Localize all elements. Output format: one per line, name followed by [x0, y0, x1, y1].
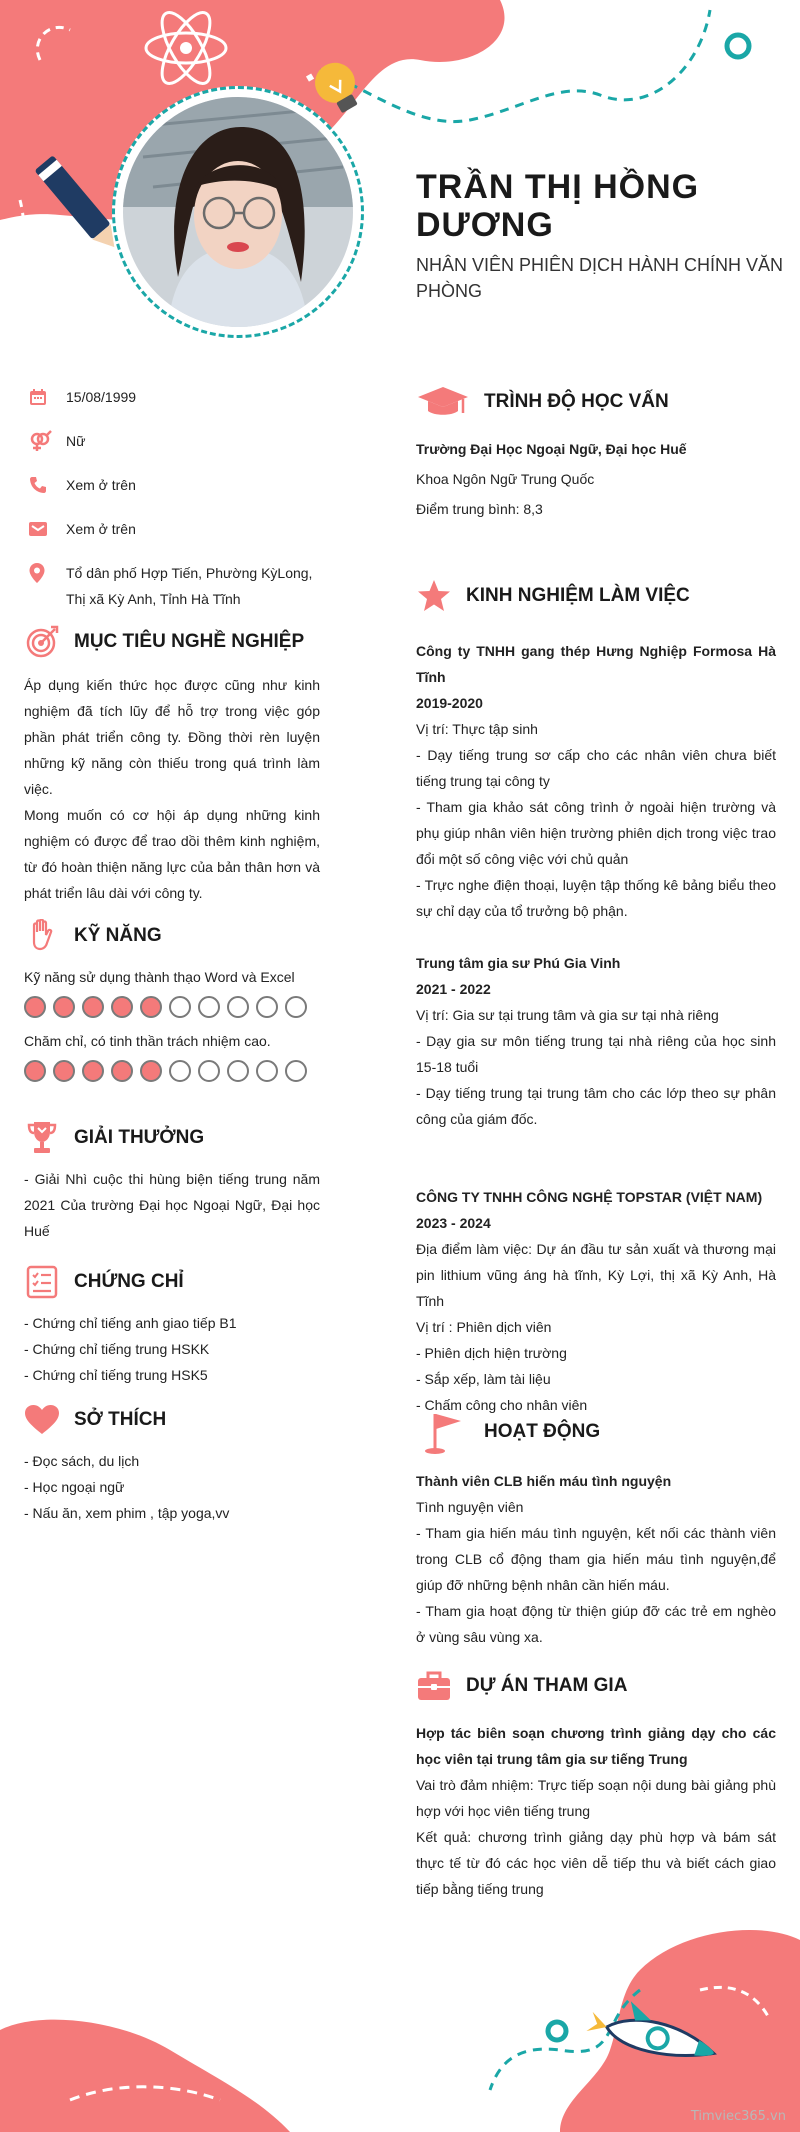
skill-name: Chăm chỉ, có tinh thần trách nhiệm cao.: [24, 1033, 271, 1049]
faculty: Khoa Ngôn Ngữ Trung Quốc: [416, 471, 595, 487]
project-content: [416, 1720, 776, 1902]
job-task: - Dạy gia sư môn tiếng trung tại nhà riêng của học sinh 15-18 tuổi: [416, 1033, 776, 1075]
gender-row: [28, 428, 328, 454]
briefcase-icon: [416, 1668, 452, 1704]
address-line-2: Thị xã Kỳ Anh, Tỉnh Hà Tĩnh: [66, 591, 241, 607]
certificates-section: [24, 1264, 320, 1388]
project-name: Hợp tác biên soạn chương trình giảng dạy cho các học viên tại trung tâm gia sư tiếng Trung: [416, 1725, 776, 1767]
rating-dot-empty: [256, 1060, 278, 1082]
job-company: Công ty TNHH gang thép Hưng Nghiệp Formosa Hà Tĩnh: [416, 643, 776, 685]
graduation-cap-icon: [416, 382, 470, 422]
candidate-name: TRẦN THỊ HỒNG DƯƠNG: [416, 168, 700, 244]
job-period: 2023 - 2024: [416, 1215, 491, 1231]
rating-dot-empty: [169, 1060, 191, 1082]
activity-item: - Tham gia hoạt động từ thiện giúp đỡ các trẻ em nghèo ở vùng sâu vùng xa.: [416, 1603, 776, 1645]
job-company: Trung tâm gia sư Phú Gia Vinh: [416, 955, 621, 971]
school-name: Trường Đại Học Ngoại Ngữ, Đại học Huế: [416, 441, 687, 457]
job-entry: [416, 1184, 776, 1418]
phone-row: [28, 472, 328, 498]
education-title: TRÌNH ĐỘ HỌC VẤN: [484, 391, 669, 412]
job-period: 2019-2020: [416, 695, 483, 711]
job-location: Địa điểm làm việc: Dự án đầu tư sản xuất và thương mại pin lithium vũng áng hà tĩnh, Kỳ Lợi, thị xã Kỳ Anh, Hà Tĩnh: [416, 1241, 776, 1309]
job-period: 2021 - 2022: [416, 981, 491, 997]
education-content: [416, 436, 776, 522]
rating-dot-empty: [285, 1060, 307, 1082]
email-row: [28, 516, 328, 542]
awards-section: [24, 1120, 320, 1244]
rating-dot-filled: [140, 1060, 162, 1082]
objective-title: MỤC TIÊU NGHỀ NGHIỆP: [74, 631, 305, 652]
education-header: [416, 382, 776, 422]
rating-dot-filled: [111, 1060, 133, 1082]
activity-item: - Tham gia hiến máu tình nguyện, kết nối các thành viên trong CLB cổ động tham gia hiến máu tình nguyện,để giúp đỡ những bệnh nhân cần hiến máu.: [416, 1525, 776, 1593]
gender-icon: [28, 428, 52, 454]
job-task: - Phiên dịch hiện trường: [416, 1345, 567, 1361]
job-entry: [416, 950, 776, 1132]
email-value: Xem ở trên: [66, 521, 136, 537]
job-entry: [416, 638, 776, 924]
pencil-icon: [34, 150, 124, 260]
rating-dot-filled: [24, 1060, 46, 1082]
skill-rating: [24, 996, 324, 1018]
job-task: - Sắp xếp, làm tài liệu: [416, 1371, 551, 1387]
job-task: - Dạy tiếng trung sơ cấp cho các nhân viên chưa biết tiếng trung tại công ty: [416, 747, 776, 789]
activity-org: Thành viên CLB hiến máu tình nguyện: [416, 1473, 672, 1489]
gpa: Điểm trung bình: 8,3: [416, 501, 543, 517]
flag-icon: [416, 1410, 470, 1454]
certificates-header: [24, 1264, 320, 1300]
experience-section: [416, 576, 776, 1418]
address-value: [66, 560, 312, 612]
job-company: CÔNG TY TNHH CÔNG NGHỆ TOPSTAR (VIỆT NAM): [416, 1189, 763, 1205]
calendar-icon: [28, 384, 52, 410]
rating-dot-empty: [198, 1060, 220, 1082]
awards-title: GIẢI THƯỞNG: [74, 1127, 205, 1148]
avatar: [123, 97, 353, 327]
rating-dot-empty: [227, 1060, 249, 1082]
hobby-item: - Đọc sách, du lịch: [24, 1453, 140, 1469]
hobby-item: - Nấu ăn, xem phim , tập yoga,vv: [24, 1505, 230, 1521]
project-result: Kết quả: chương trình giảng dạy phù hợp và bám sát thực tế từ đó các học viên dễ tiếp thu và biết cách giao tiếp bằng tiếng trung: [416, 1829, 776, 1897]
hobbies-header: [24, 1402, 320, 1438]
projects-section: [416, 1666, 776, 1902]
watermark: Timviec365.vn: [690, 2109, 786, 2124]
job-task: - Trực nghe điện thoại, luyện tập thống kê bảng biểu theo sự chỉ dạy của tổ trưởng bộ phận.: [416, 877, 776, 919]
location-pin-icon: [28, 560, 52, 586]
atom-icon: [140, 2, 232, 94]
experience-title: KINH NGHIỆM LÀM VIỆC: [466, 585, 690, 606]
skills-header: [24, 918, 324, 954]
job-role: Vị trí: Thực tập sinh: [416, 721, 538, 737]
certificates-title: CHỨNG CHỈ: [74, 1271, 184, 1292]
certificate-item: - Chứng chỉ tiếng trung HSK5: [24, 1367, 208, 1383]
skill-name: Kỹ năng sử dụng thành thạo Word và Excel: [24, 969, 295, 985]
heart-icon: [24, 1402, 60, 1438]
projects-title: DỰ ÁN THAM GIA: [466, 1675, 628, 1696]
rating-dot-empty: [198, 996, 220, 1018]
hobbies-section: [24, 1402, 320, 1526]
objective-paragraph-2: Mong muốn có cơ hội áp dụng những kinh nghiệm có được để trao dồi thêm kinh nghiệm, từ đó hoàn thiện năng lực của bản thân hơn và phát triển lâu dài với công ty.: [24, 807, 320, 901]
hand-icon: [24, 918, 60, 954]
rocket-icon: [584, 1994, 734, 2094]
phone-icon: [28, 472, 52, 498]
certificates-list: [24, 1310, 320, 1388]
birthday-value: 15/08/1999: [66, 389, 137, 405]
objective-paragraph-1: Áp dụng kiến thức học được cũng như kinh nghiệm đã tích lũy để hỗ trợ trong việc góp phần phát triển công ty. Đồng thời rèn luyện những kỹ năng còn thiếu trong quá trình làm việc.: [24, 677, 320, 797]
rating-dot-filled: [53, 996, 75, 1018]
activities-title: HOẠT ĐỘNG: [484, 1421, 601, 1442]
job-task: Vị trí : Phiên dịch viên: [416, 1319, 552, 1335]
rating-dot-filled: [24, 996, 46, 1018]
skills-list: [24, 964, 324, 1082]
hobbies-list: [24, 1448, 320, 1526]
projects-header: [416, 1666, 776, 1706]
rating-dot-filled: [82, 996, 104, 1018]
skills-title: KỸ NĂNG: [74, 925, 162, 946]
hobby-item: - Học ngoại ngữ: [24, 1479, 125, 1495]
hobbies-title: SỞ THÍCH: [74, 1409, 167, 1430]
email-icon: [28, 516, 52, 542]
job-task: - Chấm công cho nhân viên: [416, 1397, 588, 1413]
rating-dot-empty: [169, 996, 191, 1018]
rating-dot-filled: [140, 996, 162, 1018]
activities-content: [416, 1468, 776, 1650]
objective-header: [24, 624, 320, 660]
activities-header: [416, 1410, 776, 1454]
activities-section: [416, 1410, 776, 1650]
activity-role: Tình nguyện viên: [416, 1499, 524, 1515]
job-role: Vị trí: Gia sư tại trung tâm và gia sư tại nhà riêng: [416, 1007, 719, 1023]
address-row: [28, 560, 328, 612]
certificate-item: - Chứng chỉ tiếng anh giao tiếp B1: [24, 1315, 237, 1331]
awards-header: [24, 1120, 320, 1156]
star-icon: [416, 578, 452, 614]
skill-rating: [24, 1060, 324, 1082]
education-section: [416, 382, 776, 522]
certificate-item: - Chứng chỉ tiếng trung HSKK: [24, 1341, 210, 1357]
contact-info: [28, 384, 328, 630]
trophy-icon: [24, 1120, 60, 1156]
experience-header: [416, 576, 776, 616]
skills-section: [24, 918, 324, 1092]
address-line-1: Tổ dân phố Hợp Tiến, Phường KỳLong,: [66, 565, 313, 581]
awards-text: - Giải Nhì cuộc thi hùng biện tiếng trung năm 2021 Của trường Đại học Ngoại Ngữ, Đại học Huế: [24, 1171, 320, 1239]
avatar-frame: [112, 86, 364, 338]
objective-section: [24, 624, 320, 906]
rating-dot-filled: [82, 1060, 104, 1082]
rating-dot-filled: [111, 996, 133, 1018]
rating-dot-empty: [285, 996, 307, 1018]
rating-dot-filled: [53, 1060, 75, 1082]
project-role: Vai trò đảm nhiệm: Trực tiếp soạn nội dung bài giảng phù hợp với học viên tiếng trung: [416, 1777, 776, 1819]
birthday-row: [28, 384, 328, 410]
phone-value: Xem ở trên: [66, 477, 136, 493]
gender-value: Nữ: [66, 433, 86, 449]
job-task: - Tham gia khảo sát công trình ở ngoài hiện trường và phụ giúp nhân viên hiện trường phiên dịch trong việc trao đổi một số công việc với chủ quản: [416, 799, 776, 867]
checklist-icon: [24, 1264, 60, 1300]
job-task: - Dạy tiếng trung tại trung tâm cho các lớp theo sự phân công của giám đốc.: [416, 1085, 776, 1127]
job-position: NHÂN VIÊN PHIÊN DỊCH HÀNH CHÍNH VĂN PHÒNG: [416, 255, 784, 301]
rating-dot-empty: [227, 996, 249, 1018]
rating-dot-empty: [256, 996, 278, 1018]
target-icon: [24, 624, 60, 660]
